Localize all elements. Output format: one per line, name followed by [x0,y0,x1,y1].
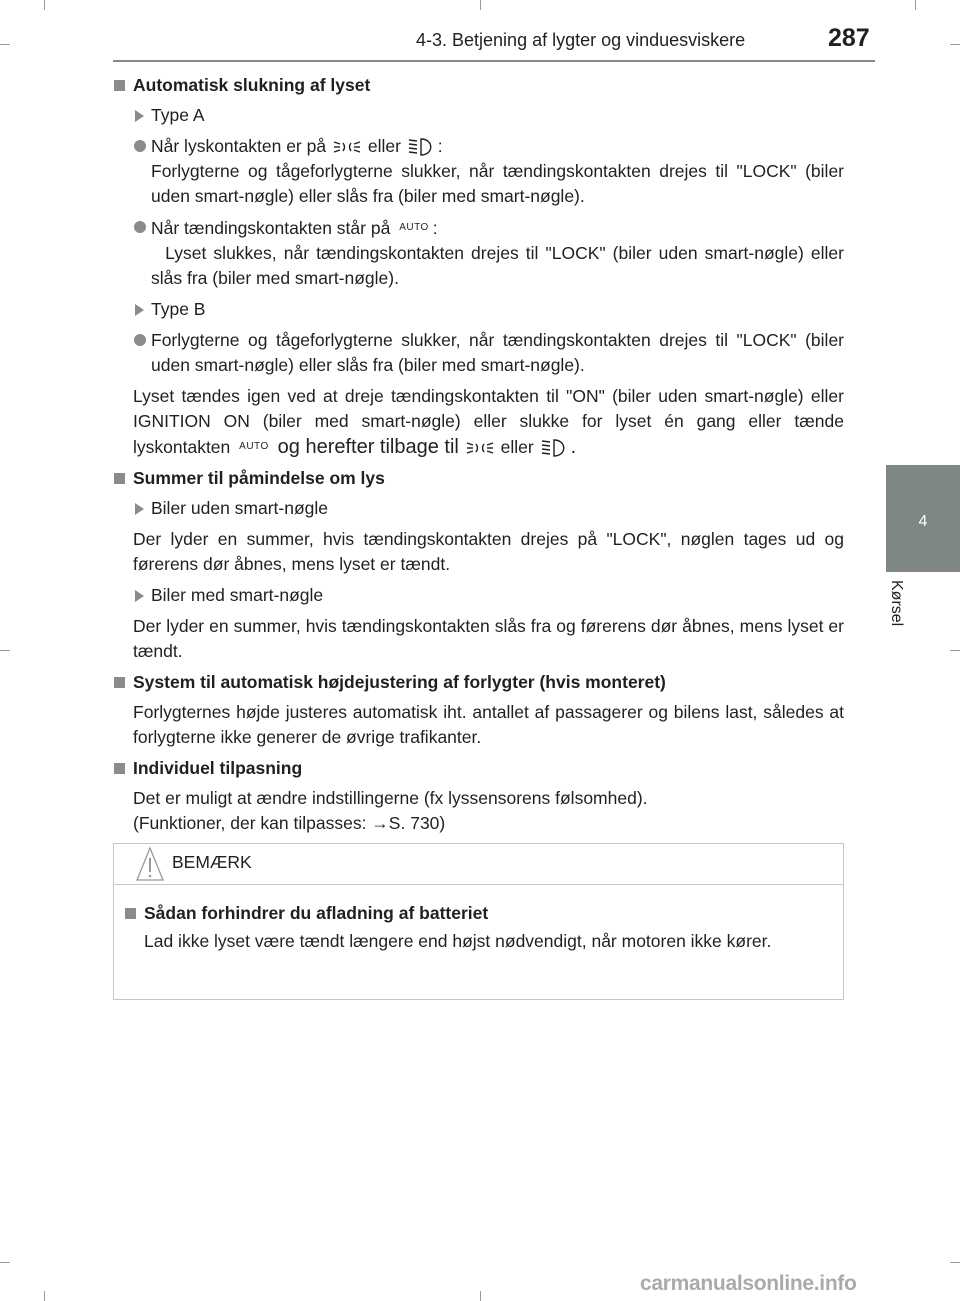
warning-triangle-icon [135,846,165,882]
square-bullet-icon [114,677,125,688]
bullet-item: Når lyskontakten er på eller : Forlygterne og tågeforlygterne slukker, når tændingskontakten drejes til "LOCK" (biler uden smart-nøgle) eller slås fra (biler med smart-nøgle). [113,134,844,209]
bullet-item: Forlygterne og tågeforlygterne slukker, når tændingskontakten drejes til "LOCK" (biler uden smart-nøgle) eller slås fra (biler med smart-nøgle). [113,328,844,378]
square-bullet-icon [114,473,125,484]
tail-light-icon [466,439,494,457]
notice-title: BEMÆRK [172,852,252,872]
chapter-label [883,580,923,660]
chapter-label-text: Kørsel [888,580,905,627]
paragraph: Det er muligt at ændre indstillingerne (fx lyssensorens følsomhed). (Funktioner, der kan tilpasses: →S. 730) [133,788,648,833]
crop-mark [950,1262,960,1263]
paragraph: Der lyder en summer, hvis tændingskontakten slås fra og førerens dør åbnes, mens lyset er tændt. [133,616,844,661]
page-number: 287 [828,24,870,52]
section-heading: Summer til påmindelse om lys [113,466,844,491]
notice-box [113,843,844,1000]
round-bullet-icon [134,221,146,233]
round-bullet-icon [134,140,146,152]
chapter-tab [886,465,960,572]
section-heading: Automatisk slukning af lyset [113,73,844,98]
headlight-low-beam-icon [408,137,436,157]
round-bullet-icon [134,334,146,346]
section-heading: Individuel tilpasning [113,756,844,781]
triangle-bullet-icon [135,590,144,602]
sub-heading: Biler med smart-nøgle [113,583,844,608]
crop-mark [950,650,960,651]
sub-heading: Type A [113,103,844,128]
paragraph: Der lyder en summer, hvis tændingskontakten drejes på "LOCK", nøglen tages ud og førerens dør åbnes, mens lyset er tændt. [133,529,844,574]
paragraph: Lyset tændes igen ved at dreje tændingskontakten til "ON" (biler uden smart-nøgle) eller IGNITION ON (biler med smart-nøgle) eller slukke for lyset én gang eller tænde lyskontakten AUTO og herefter tilbage til eller . [133,386,844,458]
sub-heading: Type B [113,297,844,322]
square-bullet-icon [114,763,125,774]
watermark: carmanualsonline.info [640,1272,857,1295]
crop-mark [44,1291,45,1301]
notice-body [114,885,843,954]
square-bullet-icon [114,80,125,91]
tail-light-icon [333,138,361,156]
sub-heading: Biler uden smart-nøgle [113,496,844,521]
crop-mark [0,44,10,45]
crop-mark [0,650,10,651]
crop-mark [480,0,481,10]
headlight-low-beam-icon [541,438,569,458]
auto-icon: AUTO [239,441,269,452]
header-rule [113,60,875,62]
crop-mark [950,44,960,45]
notice-paragraph: Lad ikke lyset være tændt længere end højst nødvendigt, når motoren ikke kører. [144,931,772,951]
notice-header [114,844,843,885]
crop-mark [0,1262,10,1263]
main-content [113,73,844,842]
triangle-bullet-icon [135,304,144,316]
chapter-number: 4 [918,513,928,530]
triangle-bullet-icon [135,110,144,122]
bullet-item: Når tændingskontakten står på AUTO : Lyset slukkes, når tændingskontakten drejes til "LOCK" (biler uden smart-nøgle) eller slås fra (biler med smart-nøgle). [113,215,844,291]
auto-icon: AUTO [399,222,429,233]
crop-mark [915,0,916,10]
square-bullet-icon [125,908,136,919]
section-heading: System til automatisk højdejustering af forlygter (hvis monteret) [113,670,844,695]
header-title: 4-3. Betjening af lygter og vinduesviskere [416,30,746,50]
crop-mark [44,0,45,10]
crop-mark [480,1291,481,1301]
paragraph: Forlygternes højde justeres automatisk iht. antallet af passagerer og bilens last, således at forlygterne ikke generer de øvrige trafikanter. [133,702,844,747]
notice-section-heading: Sådan forhindrer du afladning af batteriet [124,901,827,926]
triangle-bullet-icon [135,503,144,515]
